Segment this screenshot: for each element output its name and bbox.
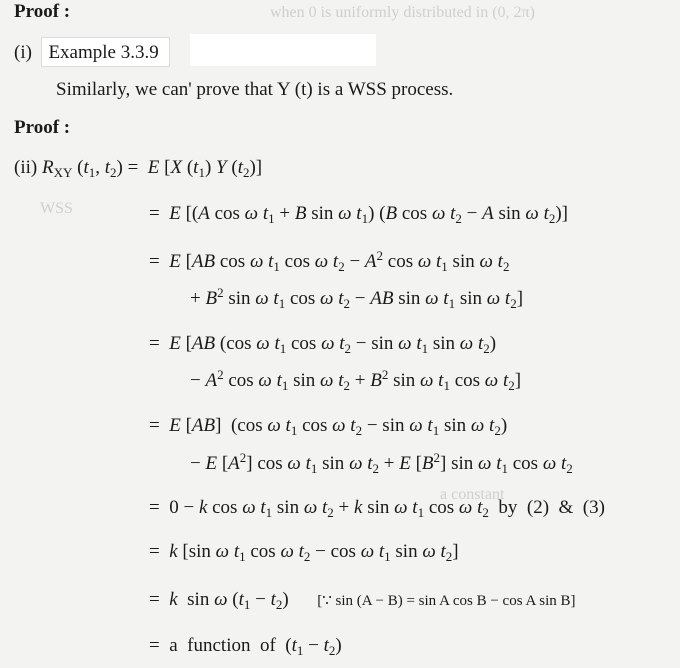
equation-line: = E [AB] (cos ω $t_1$ cos ω $t_2 - \sin \omega$ $t_1$ sin ω $t_2$)	[149, 415, 508, 438]
equation-line: = a function of $(t_1 - t_2)$	[149, 635, 342, 658]
equation-line: = E [AB cos ω $t_1$ cos ω $t_2 - A^2$ cos ω $t_1$ sin ω $t_2$	[149, 248, 510, 274]
example-line	[14, 37, 170, 67]
proof-heading-1: Proof :	[14, 1, 71, 22]
example-label: (i)	[14, 42, 32, 63]
equation-line: = k sin ω $(t_1 - t_2)$ [∵ sin (A − B) = sin A cos B − cos A sin B]	[149, 589, 576, 612]
example-box: Example 3.3.9	[41, 37, 169, 67]
equation-line: = k [sin ω $t_1$ cos ω $t_2 - \cos \omega$ $t_1$ sin ω $t_2$]	[149, 541, 459, 564]
equation-line: + $B^2$ sin ω $t_1$ cos ω $t_2$ − AB sin ω $t_1$ sin ω $t_2$]	[190, 285, 524, 311]
equation-line: = E [(A cos ω $t_1 + B$ sin ω $t_1$) (B cos ω $t_2 - A$ sin ω $t_2$)]	[149, 203, 569, 226]
proof-heading-2: Proof :	[14, 117, 71, 138]
bleed-through-text: when 0 is uniformly distributed in (0, 2π)	[270, 4, 535, 21]
equation-line: − $A^2$ cos ω $t_1$ sin ω $t_2 + B^2$ sin ω $t_1$ cos ω $t_2$]	[190, 367, 522, 393]
equation-line: − E $[A^2]$ cos ω $t_1$ sin ω $t_2 + E$ $[B^2]$ sin ω $t_1$ cos ω $t_2$	[190, 450, 573, 476]
equation-line: (ii) $R_{XY}$ ($t_1$, $t_2) = E$ [X $(t_1)$ Y $(t_2)$]	[14, 157, 263, 180]
equation-line: = 0 − k cos ω $t_1$ sin ω $t_2 + k$ sin ω $t_1$ cos ω $t_2$ by (2) & (3)	[149, 497, 605, 520]
bleed-through-text: a constant	[440, 486, 505, 503]
similarly-line: Similarly, we can' prove that Y (t) is a WSS process.	[56, 79, 454, 100]
bleed-through-text: WSS	[40, 200, 73, 217]
equation-line: = E [AB (cos ω $t_1$ cos ω $t_2 - \sin \omega$ $t_1$ sin ω $t_2$)	[149, 333, 497, 356]
redaction-box	[190, 34, 376, 66]
